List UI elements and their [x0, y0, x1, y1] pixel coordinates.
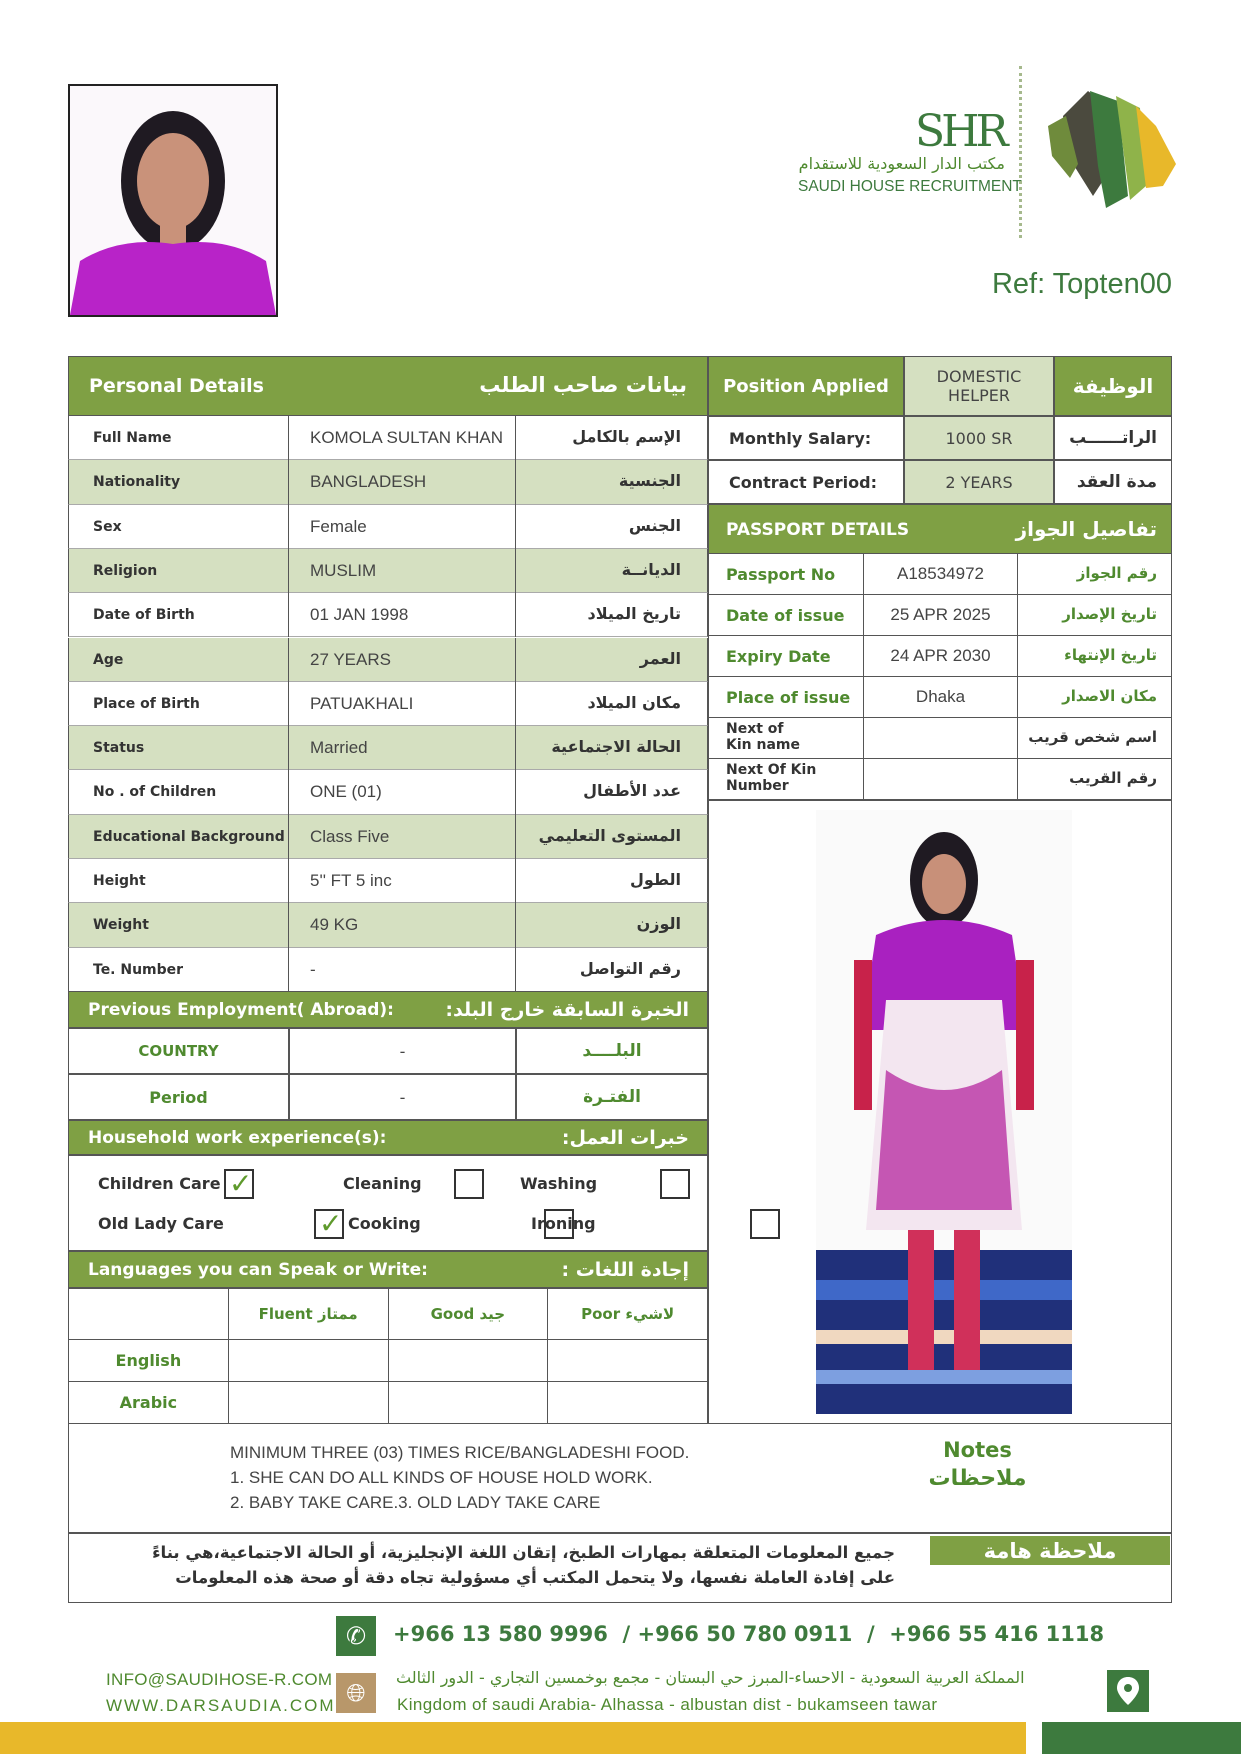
column-divider [1017, 595, 1018, 636]
phone-icon-badge [336, 1616, 376, 1656]
personal-row-label: Educational Background [93, 828, 285, 845]
column-divider [1017, 718, 1018, 759]
previous-employment-title-en: Previous Employment( Abroad): [88, 1000, 394, 1020]
english-label: English [69, 1340, 229, 1382]
footer-yellow-bar [0, 1722, 1026, 1754]
important-note-line-1: جميع المعلومات المتعلقة بمهارات الطبخ، إتقان اللغة الإنجليزية، أو الحالة الاجتماعية،هي بناءً [152, 1543, 895, 1562]
contract-period-ar: مدة العقد [1076, 472, 1157, 492]
personal-row-value: 01 JAN 1998 [310, 605, 409, 625]
reference-number: Ref: Topten00 [991, 268, 1172, 300]
position-applied-text: Position Applied [723, 375, 889, 397]
column-divider [288, 549, 289, 593]
personal-details-title-ar: بيانات صاحب الطلب [479, 373, 687, 397]
country-label: COUNTRY [138, 1042, 219, 1060]
passport-row-label: Place of issue [726, 688, 851, 707]
personal-row-value: Married [310, 738, 368, 758]
personal-row-label-ar: الحالة الاجتماعية [551, 737, 681, 757]
monthly-salary-ar: الراتــــــب [1069, 428, 1157, 448]
personal-row-label: Te. Number [93, 961, 184, 978]
personal-row-label-ar: مكان الميلاد [587, 692, 681, 712]
passport-row [708, 595, 1172, 636]
contract-period-amount: 2 YEARS [945, 472, 1013, 492]
contact-website[interactable]: WWW.DARSAUDIA.COM [106, 1696, 336, 1715]
logo-monogram: SHR [915, 106, 1005, 157]
portrait-image [70, 86, 276, 315]
column-divider [288, 416, 289, 460]
passport-row-label: Date of issue [726, 606, 845, 625]
personal-row-label: Nationality [93, 474, 181, 491]
period-value: - [399, 1087, 406, 1107]
country-ar: البلــــد [582, 1041, 642, 1061]
passport-row-label-ar: رقم القريب [1069, 769, 1157, 787]
country-ar-cell [516, 1028, 708, 1074]
column-divider [515, 416, 516, 460]
period-ar-cell [516, 1074, 708, 1120]
personal-details-title-en: Personal Details [89, 375, 264, 397]
personal-row-value: 49 KG [310, 915, 359, 935]
languages-header [68, 1251, 708, 1288]
period-ar: الفتـرة [583, 1087, 641, 1107]
column-divider [515, 726, 516, 770]
languages-title-ar: إجادة اللغات : [561, 1259, 689, 1281]
column-divider [288, 460, 289, 504]
country-value-cell [289, 1028, 516, 1074]
column-divider [863, 718, 864, 759]
full-body-photo [816, 810, 1072, 1414]
passport-row-value: 25 APR 2025 [890, 605, 991, 624]
household-experience-header [68, 1120, 708, 1155]
household-item-label: Cleaning [343, 1174, 422, 1193]
personal-row-label-ar: الجنس [628, 515, 681, 535]
personal-row-value: KOMOLA SULTAN KHAN [310, 428, 504, 447]
household-item-label: Ironing [531, 1214, 596, 1233]
good-header: Good جيد [388, 1289, 548, 1340]
column-divider [515, 505, 516, 549]
personal-row-label: Age [93, 651, 124, 668]
languages-table [68, 1288, 708, 1424]
column-divider [863, 677, 864, 718]
footer-green-bar [1042, 1722, 1241, 1754]
arabic-good-cell [388, 1382, 548, 1424]
personal-row-value: MUSLIM [310, 560, 377, 580]
applicant-portrait-photo [68, 84, 278, 317]
column-divider [288, 682, 289, 726]
column-divider [288, 815, 289, 859]
globe-icon: 🌐︎ [346, 1679, 366, 1707]
location-pin-icon [1117, 1677, 1139, 1705]
passport-row-value: Dhaka [915, 687, 966, 706]
period-label-cell [68, 1074, 289, 1120]
personal-row-label-ar: تاريخ الميلاد [587, 604, 681, 624]
period-label: Period [149, 1087, 208, 1107]
monthly-salary-text: Monthly Salary: [729, 428, 872, 448]
personal-row-label-ar: عدد الأطفال [583, 781, 681, 801]
personal-row-value: PATUAKHALI [310, 693, 414, 713]
column-divider [515, 593, 516, 637]
passport-row-label: Passport No [726, 565, 836, 584]
household-item-label: Washing [520, 1174, 598, 1193]
logo-divider-dotted [1019, 66, 1022, 238]
personal-row [68, 903, 708, 947]
previous-employment-header [68, 991, 708, 1028]
household-item-checkbox[interactable] [224, 1169, 254, 1199]
personal-row [68, 505, 708, 549]
passport-row-label-ar: اسم شخص قريب [1028, 728, 1157, 746]
personal-row-label: Religion [93, 562, 158, 579]
column-divider [288, 505, 289, 549]
monthly-salary-label-ar [1054, 416, 1172, 460]
passport-row-label: Next of Kin name [726, 721, 800, 753]
country-value: - [399, 1041, 406, 1061]
arabic-poor-cell [548, 1382, 708, 1424]
notes-line-1: MINIMUM THREE (03) TIMES RICE/BANGLADESHI FOOD. [230, 1443, 690, 1462]
household-item-checkbox[interactable] [750, 1209, 780, 1239]
column-divider [288, 859, 289, 903]
contract-period-label [708, 460, 904, 504]
household-item-label: Old Lady Care [98, 1214, 224, 1233]
passport-row [708, 759, 1172, 800]
column-divider [515, 770, 516, 814]
personal-row-label-ar: الوزن [636, 914, 681, 934]
arabic-fluent-cell [228, 1382, 388, 1424]
column-divider [288, 948, 289, 992]
checkmark-icon: ✓ [319, 1207, 343, 1240]
contact-email[interactable]: INFO@SAUDIHOSE-R.COM [106, 1670, 333, 1689]
household-title-en: Household work experience(s): [88, 1128, 387, 1148]
passport-row-value: A18534972 [897, 564, 984, 583]
personal-row-label: No . of Children [93, 784, 217, 801]
column-divider [1017, 554, 1018, 595]
passport-row-label-ar: رقم الجواز [1076, 564, 1157, 582]
passport-row-label: Expiry Date [726, 647, 831, 666]
languages-title-en: Languages you can Speak or Write: [88, 1260, 428, 1280]
passport-row [708, 718, 1172, 759]
notes-text [230, 1440, 689, 1515]
household-item-checkbox[interactable] [314, 1209, 344, 1239]
monthly-salary-label [708, 416, 904, 460]
important-note-line-2: على إفادة العاملة نفسها، ولا يتحمل المكتب أي مسؤولية تجاه دقة أو صحة هذه المعلومات [175, 1568, 895, 1587]
column-divider [1017, 677, 1018, 718]
personal-row-label-ar: الجنسية [618, 471, 681, 491]
column-divider [288, 638, 289, 682]
passport-row [708, 636, 1172, 677]
personal-row [68, 549, 708, 593]
personal-row [68, 815, 708, 859]
personal-row-value: BANGLADESH [310, 472, 427, 492]
personal-row-value: - [310, 959, 316, 979]
personal-details-header [68, 356, 708, 416]
personal-row-label: Sex [93, 518, 122, 535]
passport-row-label-ar: تاريخ الإصدار [1062, 605, 1157, 623]
personal-row [68, 416, 708, 460]
personal-row-value: Class Five [310, 826, 390, 846]
personal-row-label-ar: العمر [639, 648, 681, 668]
column-divider [288, 903, 289, 947]
address-english: Kingdom of saudi Arabia- Alhassa - albustan dist - bukamseen tawar [397, 1695, 938, 1714]
column-divider [515, 859, 516, 903]
column-divider [863, 636, 864, 677]
company-name-english: SAUDI HOUSE RECRUITMENT [798, 178, 1022, 195]
household-item-label: Children Care [98, 1174, 221, 1193]
household-item-checkbox[interactable] [454, 1169, 484, 1199]
household-title-ar: خبرات العمل: [561, 1127, 689, 1149]
globe-icon-badge [336, 1673, 376, 1713]
personal-row [68, 638, 708, 682]
personal-row-value: 27 YEARS [310, 649, 391, 669]
personal-row-label-ar: الطول [630, 870, 681, 889]
passport-row-label: Next Of Kin Number [726, 762, 817, 794]
column-divider [515, 948, 516, 992]
contract-period-text: Contract Period: [729, 472, 877, 492]
column-divider [515, 682, 516, 726]
address-arabic: المملكة العربية السعودية - الاحساء-المبرز حي البستان - مجمع بوخمسين التجاري - الدور الثالث [396, 1668, 1025, 1687]
passport-row [708, 677, 1172, 718]
passport-title-ar: تفاصيل الجواز [1015, 517, 1157, 541]
personal-row-label: Height [93, 873, 146, 889]
column-divider [1017, 636, 1018, 677]
languages-corner-cell [69, 1289, 229, 1340]
saudi-map-icon [1028, 86, 1178, 216]
position-value-text: DOMESTIC HELPER [936, 366, 1022, 405]
column-divider [863, 554, 864, 595]
passport-row-label-ar: تاريخ الإنتهاء [1064, 646, 1157, 664]
position-ar-text: الوظيفة [1072, 374, 1154, 398]
personal-row-label: Status [93, 740, 145, 757]
personal-row [68, 460, 708, 504]
column-divider [863, 759, 864, 800]
passport-row-value: 24 APR 2030 [890, 646, 991, 665]
phone-icon: ✆ [345, 1622, 367, 1650]
phone-numbers[interactable]: +966 13 580 9996 / +966 50 780 0911 / +966 55 416 1118 [393, 1622, 1105, 1646]
personal-row-label: Place of Birth [93, 695, 200, 712]
english-poor-cell [548, 1340, 708, 1382]
personal-row-label: Weight [93, 917, 149, 934]
household-item-label: Cooking [348, 1214, 421, 1233]
previous-employment-title-ar: الخبرة السابقة خارج البلد: [445, 999, 689, 1021]
personal-row [68, 770, 708, 814]
column-divider [515, 903, 516, 947]
personal-row-label-ar: المستوى التعليمي [538, 825, 681, 845]
poor-header: Poor لاشيء [548, 1289, 708, 1340]
contract-period-label-ar [1054, 460, 1172, 504]
personal-row [68, 682, 708, 726]
column-divider [515, 638, 516, 682]
arabic-label: Arabic [69, 1382, 229, 1424]
period-value-cell [289, 1074, 516, 1120]
household-items [68, 1155, 708, 1251]
location-pin-badge [1107, 1670, 1149, 1712]
personal-row [68, 726, 708, 770]
personal-row-label-ar: الديانــة [621, 559, 681, 579]
column-divider [288, 770, 289, 814]
important-note-label [930, 1536, 1170, 1565]
important-note-label-text: ملاحظة هامة [983, 1538, 1117, 1563]
personal-row-value: Female [310, 516, 367, 536]
personal-row-label: Date of Birth [93, 607, 195, 624]
notes-label-ar: ملاحظات [928, 1466, 1027, 1491]
company-logo [790, 66, 1180, 241]
passport-title-en: PASSPORT DETAILS [726, 520, 910, 540]
notes-line-2: 1. SHE CAN DO ALL KINDS OF HOUSE HOLD WORK. [230, 1468, 653, 1487]
column-divider [515, 460, 516, 504]
full-body-image [816, 810, 1072, 1414]
english-fluent-cell [228, 1340, 388, 1382]
personal-row-value: ONE (01) [310, 782, 382, 802]
passport-details-header [708, 504, 1172, 554]
monthly-salary-amount: 1000 SR [945, 428, 1013, 448]
contract-period-value [904, 460, 1054, 504]
company-name-arabic: مكتب الدار السعودية للاستقدام [798, 154, 1005, 173]
personal-row [68, 859, 708, 903]
notes-line-3: 2. BABY TAKE CARE.3. OLD LADY TAKE CARE [230, 1493, 601, 1512]
checkmark-icon: ✓ [229, 1167, 253, 1200]
household-item-checkbox[interactable] [660, 1169, 690, 1199]
personal-row-label: Full Name [93, 430, 172, 446]
column-divider [515, 549, 516, 593]
column-divider [288, 593, 289, 637]
passport-row-label-ar: مكان الاصدار [1062, 687, 1157, 705]
personal-row-value: 5'' FT 5 inc [310, 871, 392, 890]
notes-label-en: Notes [943, 1438, 1012, 1462]
personal-row-label-ar: الإسم بالكامل [572, 427, 681, 446]
personal-row [68, 593, 708, 637]
position-applied-value [904, 356, 1054, 416]
monthly-salary-value [904, 416, 1054, 460]
personal-row [68, 948, 708, 992]
english-good-cell [388, 1340, 548, 1382]
column-divider [515, 815, 516, 859]
position-applied-label-ar [1054, 356, 1172, 416]
column-divider [1017, 759, 1018, 800]
column-divider [288, 726, 289, 770]
fluent-header: Fluent ممتاز [228, 1289, 388, 1340]
country-label-cell [68, 1028, 289, 1074]
passport-row [708, 554, 1172, 595]
personal-row-label-ar: رقم التواصل [579, 958, 681, 978]
column-divider [863, 595, 864, 636]
position-applied-label [708, 356, 904, 416]
